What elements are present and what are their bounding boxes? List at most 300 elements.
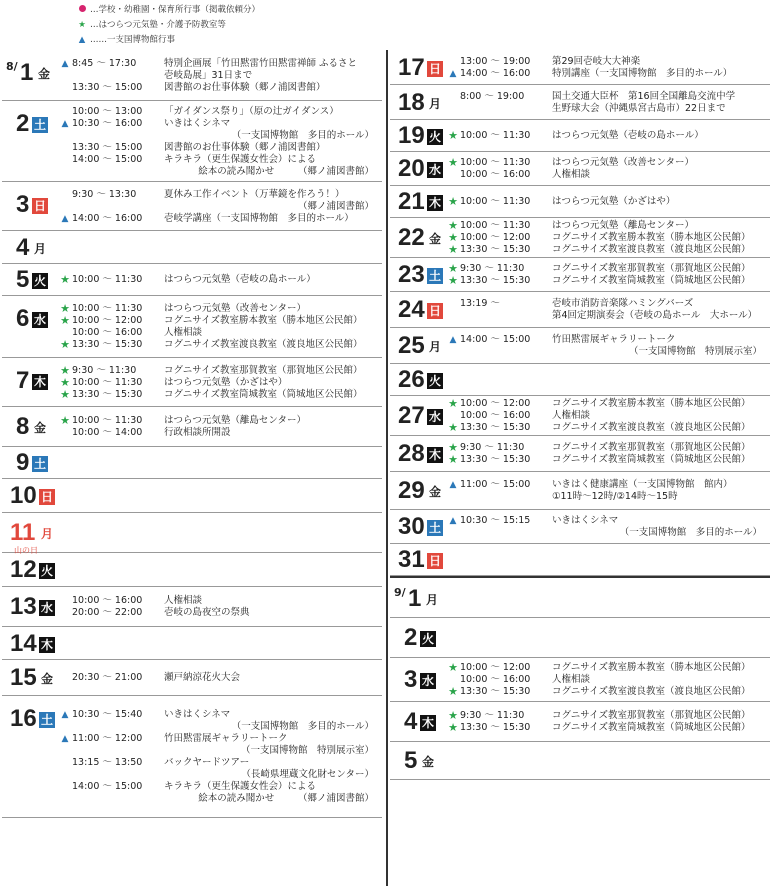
event-title: 人権相談 [164,327,203,338]
event-title: 壱岐の島夜空の祭典 [164,607,250,618]
weekday-badge: 月 [33,242,46,256]
event-title: 特別講座（一支国博物館 多目的ホール） [552,68,733,79]
event-item [448,169,768,181]
day-number: 26 [398,366,425,393]
event-title: いきはくシネマ [164,118,231,129]
event-title: 竹田黙雷展ギャラリートーク [552,334,676,345]
event-time: 10:00 ～ 12:00 [460,232,531,243]
event-list [448,157,768,181]
weekday-badge: 日 [428,304,441,318]
weekday-badge: 月 [40,527,53,541]
event-item [448,244,768,256]
day-number: 4 [404,708,418,735]
event-time: 10:00 ～ 11:30 [72,415,143,426]
day-row-5 [2,264,382,296]
event-title: 人権相談 [164,595,203,606]
event-item [448,56,768,68]
weekday-badge: 水 [428,163,441,177]
star-icon: ★ [60,364,70,377]
event-item [60,82,380,94]
day-number: 16 [10,705,37,732]
day-number: 1 [408,585,422,612]
day-row-28 [390,436,770,472]
day-number: 18 [398,89,425,116]
event-time: 13:30 ～ 15:30 [460,686,531,697]
event-time: 10:00 ～ 11:30 [72,274,143,285]
event-title: 図書館のお仕事体験（郷ノ浦図書館） [164,142,326,153]
day-row-6 [2,296,382,358]
day-number: 23 [398,261,425,288]
star-icon: ★ [448,195,458,208]
event-time: 10:00 ～ 11:30 [72,377,143,388]
weekday-badge: 月 [428,97,441,111]
event-list [60,106,380,178]
event-time: 10:30 ～ 15:15 [460,515,531,526]
event-item [448,710,768,722]
legend-item [76,33,376,48]
event-continuation: （一支国博物館 多目的ホール） [619,527,762,538]
day-row-30 [390,510,770,544]
day-number: 17 [398,54,425,81]
day-row-12 [2,553,382,587]
event-title: コグニサイズ教室勝本教室（勝本地区公民館） [164,315,363,326]
weekday-badge: 火 [33,274,46,288]
event-time: 11:00 ～ 15:00 [460,479,531,490]
weekday-badge: 日 [428,62,441,76]
event-title: 瀬戸納涼花火大会 [164,672,241,683]
weekday-badge: 金 [428,232,441,246]
day-number: 8 [16,413,30,440]
event-time: 10:00 ～ 16:00 [460,410,531,421]
star-icon: ★ [448,661,458,674]
event-continuation: （一支国博物館 特別展示室） [240,745,374,756]
legend [76,3,376,48]
weekday-badge: 水 [33,313,46,327]
day-number: 27 [398,402,425,429]
event-item [60,781,380,793]
event-continuation: （一支国博物館 多目的ホール） [231,721,374,732]
event-time: 13:30 ～ 15:00 [72,82,143,93]
day-row-14 [2,627,382,660]
event-title: 図書館のお仕事体験（郷ノ浦図書館） [164,82,326,93]
event-list [448,263,768,287]
event-item [60,189,380,201]
event-time: 13:30 ～ 15:30 [460,422,531,433]
weekday-badge: 木 [421,716,434,730]
event-title: コグニサイズ教室筒城教室（筒城地区公民館） [164,389,363,400]
event-time: 10:00 ～ 14:00 [72,427,143,438]
day-row-4 [2,231,382,264]
left-calendar-column [2,50,382,889]
event-item [60,106,380,118]
weekday-badge: 水 [421,674,434,688]
column-divider [386,50,388,886]
event-time: 10:30 ～ 16:00 [72,118,143,129]
star-icon: ★ [448,721,458,734]
event-title: 国土交通大臣杯 第16回全国離島交流中学 [552,91,736,102]
weekday-badge: 土 [428,521,441,535]
event-time: 10:00 ～ 13:00 [72,106,143,117]
event-item [448,334,768,346]
event-title: いきはくシネマ [164,709,231,720]
day-row-23 [390,258,770,292]
star-icon: ★ [60,414,70,427]
event-time: 13:30 ～ 15:00 [72,142,143,153]
weekday-badge: 金 [428,485,441,499]
event-title: コグニサイズ教室勝本教室（勝本地区公民館） [552,398,751,409]
event-continuation: 第4回定期演奏会（壱岐の島ホール 大ホール） [552,310,758,321]
event-title: 特別企画展「竹田黙雷竹田黙雷禅師 ふるさと [164,58,358,69]
weekday-badge: 水 [428,410,441,424]
event-time: 13:00 ～ 19:00 [460,56,531,67]
event-time: 13:30 ～ 15:30 [460,244,531,255]
event-title: コグニサイズ教室筒城教室（筒城地区公民館） [552,454,751,465]
event-time: 13:15 ～ 13:50 [72,757,143,768]
event-continuation: （一支国博物館 特別展示室） [628,346,762,357]
event-time: 14:00 ～ 15:00 [72,154,143,165]
weekday-badge: 月 [428,340,441,354]
event-item [448,263,768,275]
day-row-20 [390,152,770,186]
event-item [60,377,380,389]
event-item [60,274,380,286]
event-title: 夏休み工作イベント（万華鏡を作ろう！） [164,189,345,200]
event-item [448,157,768,169]
event-list [448,479,768,503]
day-row-24 [390,292,770,328]
event-time: 10:00 ～ 11:30 [72,303,143,314]
event-title: 人権相談 [552,410,591,421]
event-title: 第29回壱岐大大神楽 [552,56,641,67]
day-row-15 [2,660,382,696]
event-time: 14:00 ～ 16:00 [72,213,143,224]
event-item [448,662,768,674]
weekday-badge: 火 [428,130,441,144]
event-item [60,733,380,745]
event-item [448,479,768,491]
star-icon: ★ [448,243,458,256]
star-icon: ★ [448,219,458,232]
event-time: 14:00 ～ 15:00 [460,334,531,345]
day-number: 30 [398,513,425,540]
star-icon: ★ [448,441,458,454]
event-item [448,515,768,527]
day-row-11 [2,513,382,553]
event-item [60,142,380,154]
event-title: コグニサイズ教室那賀教室（那賀地区公民館） [164,365,363,376]
triangle-icon: ▲ [449,69,457,79]
event-list [60,58,380,94]
star-icon: ★ [448,231,458,244]
day-row-2 [2,101,382,182]
event-time: 8:00 ～ 19:00 [460,91,525,102]
event-title: キラキラ（更生保護女性会）による [164,154,317,165]
event-list [60,365,380,401]
event-item [60,415,380,427]
day-number: 2 [16,110,30,137]
star-icon: ★ [60,376,70,389]
event-title: はつらつ元気塾（離島センター） [552,220,695,231]
event-title: はつらつ元気塾（壱岐の島ホール） [164,274,316,285]
event-continuation: 絵本の読み聞かせ （郷ノ浦図書館） [198,166,374,177]
day-number: 7 [16,367,30,394]
event-item [448,91,768,103]
star-icon: ★ [448,685,458,698]
day-row-2 [390,618,770,658]
event-item [60,365,380,377]
event-list [448,91,768,115]
event-title: バックヤードツアー [164,757,250,768]
event-list [448,710,768,734]
event-item [60,339,380,351]
event-time: 13:30 ～ 15:30 [72,339,143,350]
event-time: 10:00 ～ 11:30 [460,157,531,168]
day-row-7 [2,358,382,407]
day-number: 11 [10,519,36,546]
event-continuation: 壱岐島展」31日まで [164,70,253,81]
star-icon: ★ [448,262,458,275]
event-title: はつらつ元気塾（かざはや） [164,377,288,388]
day-number: 5 [16,266,30,293]
event-title: コグニサイズ教室那賀教室（那賀地区公民館） [552,263,751,274]
event-title: はつらつ元気塾（改善センター） [164,303,307,314]
day-number: 25 [398,332,425,359]
weekday-badge: 日 [33,199,46,213]
event-item [448,275,768,287]
star-icon: ★ [78,20,86,30]
event-title: はつらつ元気塾（壱岐の島ホール） [552,130,704,141]
weekday-badge: 火 [40,564,53,578]
month-prefix: 9/ [394,586,406,599]
event-title: 壱岐学講座（一支国博物館 多目的ホール） [164,213,354,224]
event-time: 20:00 ～ 22:00 [72,607,143,618]
event-item [60,303,380,315]
day-row-8-1 [2,50,382,101]
event-item [448,196,768,208]
event-list [448,196,768,208]
day-number: 12 [10,556,37,583]
weekday-badge: 木 [33,375,46,389]
day-row-3 [390,658,770,702]
day-number: 24 [398,296,425,323]
event-item [448,220,768,232]
event-title: コグニサイズ教室筒城教室（筒城地区公民館） [552,275,751,286]
day-number: 14 [10,630,37,657]
event-time: 13:30 ～ 15:30 [460,454,531,465]
event-title: はつらつ元気塾（かざはや） [552,196,676,207]
weekday-badge: 木 [40,638,53,652]
event-item [448,722,768,734]
star-icon: ★ [448,421,458,434]
event-item [448,130,768,142]
event-item [448,454,768,466]
event-item [60,154,380,166]
event-item [60,118,380,130]
event-continuation: 生野球大会（沖縄県宮古島市）22日まで [552,103,726,114]
event-continuation: （一支国博物館 多目的ホール） [231,130,374,141]
star-icon: ★ [60,388,70,401]
event-time: 11:00 ～ 12:00 [72,733,143,744]
day-number: 21 [398,188,425,215]
day-number: 15 [10,664,37,691]
day-number: 19 [398,122,425,149]
day-row-3 [2,182,382,231]
event-item [448,422,768,434]
triangle-icon: ▲ [449,335,457,345]
day-number: 9 [16,449,30,476]
school-event-dot-icon [76,3,88,18]
star-icon: ★ [448,709,458,722]
event-time: 8:45 ～ 17:30 [72,58,137,69]
event-list [448,334,768,358]
day-number: 10 [10,482,37,509]
weekday-badge: 木 [428,196,441,210]
event-time: 20:30 ～ 21:00 [72,672,143,683]
day-number: 22 [398,224,425,251]
day-number: 29 [398,477,425,504]
event-time: 9:30 ～ 11:30 [460,710,525,721]
weekday-badge: 日 [40,490,53,504]
event-item [448,674,768,686]
weekday-badge: 木 [428,448,441,462]
day-number: 1 [20,59,34,86]
event-item [60,389,380,401]
star-icon: ★ [60,302,70,315]
triangle-icon: ▲ [449,480,457,490]
event-time: 14:00 ～ 16:00 [460,68,531,79]
event-title: 壱岐市消防音楽隊ハミングバーズ [552,298,694,309]
event-item [60,595,380,607]
star-icon: ★ [60,273,70,286]
event-item [448,442,768,454]
event-title: はつらつ元気塾（離島センター） [164,415,307,426]
event-time: 9:30 ～ 11:30 [72,365,137,376]
event-list [448,442,768,466]
event-title: 行政相談所開設 [164,427,231,438]
event-title: コグニサイズ教室渡良教室（渡良地区公民館） [552,422,751,433]
event-time: 9:30 ～ 13:30 [72,189,137,200]
event-title: コグニサイズ教室筒城教室（筒城地区公民館） [552,722,751,733]
day-number: 3 [404,666,418,693]
star-icon: ★ [448,397,458,410]
event-item [448,68,768,80]
event-continuation: ①11時～12時/②14時～15時 [552,491,678,502]
event-time: 13:19 ～ [460,298,500,309]
event-title: いきはくシネマ [552,515,619,526]
star-icon: ★ [60,314,70,327]
event-item [448,232,768,244]
triangle-icon: ▲ [449,516,457,526]
event-time: 10:00 ～ 16:00 [72,595,143,606]
event-item [448,398,768,410]
event-item [60,58,380,70]
triangle-icon: ▲ [61,214,69,224]
day-row-10 [2,479,382,513]
day-number: 4 [16,234,30,261]
weekday-badge: 土 [33,118,46,132]
weekday-badge: 土 [33,457,46,471]
event-item [60,607,380,619]
event-list [60,595,380,619]
day-row-25 [390,328,770,364]
triangle-icon: ▲ [61,734,69,744]
day-row-13 [2,587,382,627]
day-row-5 [390,742,770,780]
legend-item [76,3,376,18]
day-row-4 [390,702,770,742]
event-time: 10:00 ～ 16:00 [460,674,531,685]
day-row-22 [390,218,770,258]
event-time: 10:00 ～ 11:30 [460,196,531,207]
event-title: はつらつ元気塾（改善センター） [552,157,695,168]
event-list [60,303,380,351]
weekday-badge: 土 [428,269,441,283]
event-continuation: （郷ノ浦図書館） [297,201,374,212]
event-title: コグニサイズ教室勝本教室（勝本地区公民館） [552,662,751,673]
event-time: 10:00 ～ 12:00 [72,315,143,326]
event-time: 10:00 ～ 12:00 [460,398,531,409]
day-row-19 [390,120,770,152]
event-time: 10:00 ～ 16:00 [72,327,143,338]
day-row-27 [390,396,770,436]
event-time: 10:00 ～ 11:30 [460,220,531,231]
event-item [448,298,768,310]
event-list [448,398,768,434]
event-list [60,189,380,225]
triangle-icon: ▲ [61,59,69,69]
event-title: コグニサイズ教室渡良教室（渡良地区公民館） [552,686,751,697]
star-icon: ★ [448,156,458,169]
event-title: 人権相談 [552,674,591,685]
event-title: 竹田黙雷展ギャラリートーク [164,733,288,744]
day-row-9 [2,447,382,479]
day-row-29 [390,472,770,510]
triangle-icon: ▲ [61,119,69,129]
weekday-badge: 金 [37,67,50,81]
weekday-badge: 水 [40,601,53,615]
month-prefix: 8/ [6,60,18,73]
day-number: 31 [398,546,425,573]
event-time: 10:00 ～ 16:00 [460,169,531,180]
star-icon: ★ [448,453,458,466]
weekday-badge: 月 [425,593,438,607]
right-calendar-column [390,50,770,889]
day-number: 13 [10,593,37,620]
event-time: 10:30 ～ 15:40 [72,709,143,720]
event-item [60,709,380,721]
weekday-badge: 火 [428,374,441,388]
day-number: 6 [16,305,30,332]
event-list [60,415,380,439]
day-number: 20 [398,155,425,182]
event-list [448,56,768,80]
day-row-18 [390,85,770,120]
event-title: いきはく健康講座（一支国博物館 館内） [552,479,733,490]
star-icon: ★ [448,129,458,142]
day-row-21 [390,186,770,218]
event-title: キラキラ（更生保護女性会）による [164,781,317,792]
event-time: 13:30 ～ 15:30 [72,389,143,400]
star-icon: ★ [60,338,70,351]
triangle-icon: ▲ [61,710,69,720]
event-list [448,515,768,539]
event-continuation: （長崎県埋蔵文化財センター） [241,769,374,780]
event-title: コグニサイズ教室那賀教室（那賀地区公民館） [552,442,751,453]
event-time: 14:00 ～ 15:00 [72,781,143,792]
day-number: 28 [398,440,425,467]
event-time: 13:30 ～ 15:30 [460,275,531,286]
day-number: 5 [404,747,418,774]
